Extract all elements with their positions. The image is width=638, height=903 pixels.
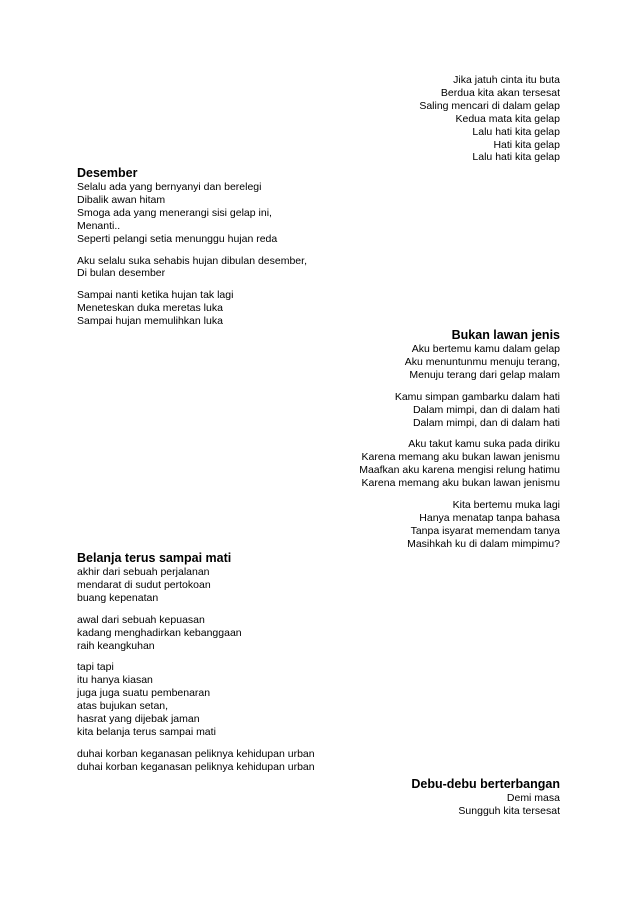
poem-line: awal dari sebuah kepuasan xyxy=(77,613,205,626)
poem-desember xyxy=(77,165,307,328)
poem-line: mendarat di sudut pertokoan xyxy=(77,578,211,591)
poem-line: kita belanja terus sampai mati xyxy=(77,725,216,738)
poem-debu xyxy=(411,776,560,818)
poem-line: Sampai hujan memulihkan luka xyxy=(77,315,223,328)
poem-title: Belanja terus sampai mati xyxy=(77,551,232,565)
poem-line: Aku bertemu kamu dalam gelap xyxy=(411,343,560,355)
poem-line: Dalam mimpi, dan di dalam hati xyxy=(412,403,560,416)
stanza-gap xyxy=(77,605,315,614)
poem-line: Karena memang aku bukan lawan jenismu xyxy=(361,451,560,464)
poem-line: tapi tapi xyxy=(77,661,114,674)
stanza-gap xyxy=(77,246,307,255)
poem-line: Saling mencari di dalam gelap xyxy=(419,99,560,112)
poem-title: Debu-debu berterbangan xyxy=(411,777,560,791)
poem-title: Bukan lawan jenis xyxy=(451,328,560,342)
stanza-gap xyxy=(77,739,315,748)
poem-intro xyxy=(419,74,560,164)
poem-line: Maafkan aku karena mengisi relung hatimu xyxy=(359,464,560,477)
poem-line: Selalu ada yang bernyanyi dan berelegi xyxy=(77,181,262,193)
poem-line: Kamu simpan gambarku dalam hati xyxy=(394,390,560,403)
stanza-gap xyxy=(359,382,560,391)
poem-line: Smoga ada yang menerangi sisi gelap ini, xyxy=(77,206,272,219)
poem-belanja xyxy=(77,550,315,774)
poem-line: Aku selalu suka sehabis hujan dibulan desember, xyxy=(77,254,307,267)
poem-line: buang kepenatan xyxy=(77,591,159,604)
poem-line: akhir dari sebuah perjalanan xyxy=(77,566,210,578)
poem-line: Menuju terang dari gelap malam xyxy=(409,368,560,381)
poem-line: Meneteskan duka meretas luka xyxy=(77,302,223,315)
poem-line: Sampai nanti ketika hujan tak lagi xyxy=(77,289,234,302)
stanza-gap xyxy=(359,490,560,499)
poem-line: Masihkah ku di dalam mimpimu? xyxy=(407,537,560,550)
poem-line: itu hanya kiasan xyxy=(77,674,153,687)
poem-line: Jika jatuh cinta itu buta xyxy=(453,74,560,86)
poem-line: hasrat yang dijebak jaman xyxy=(77,713,200,726)
stanza-gap xyxy=(77,280,307,289)
poem-line: duhai korban keganasan peliknya kehidupan urban xyxy=(77,760,315,773)
poem-line: raih keangkuhan xyxy=(77,639,155,652)
poem-line: duhai korban keganasan peliknya kehidupan urban xyxy=(77,747,315,760)
poem-line: Berdua kita akan tersesat xyxy=(440,86,560,99)
poem-line: Demi masa xyxy=(506,792,560,804)
poem-line: Lalu hati kita gelap xyxy=(472,125,560,138)
poem-line: Hati kita gelap xyxy=(493,138,560,151)
poem-line: Dibalik awan hitam xyxy=(77,193,166,206)
poem-line: kadang menghadirkan kebanggaan xyxy=(77,626,242,639)
poem-line: Sungguh kita tersesat xyxy=(458,804,560,817)
poem-line: Seperti pelangi setia menunggu hujan reda xyxy=(77,232,278,245)
poem-line: juga juga suatu pembenaran xyxy=(77,687,211,700)
poem-line: Tanpa isyarat memendam tanya xyxy=(410,524,560,537)
poem-line: Aku menuntunmu menuju terang, xyxy=(404,355,560,368)
poem-line: Aku takut kamu suka pada diriku xyxy=(408,438,560,451)
poem-line: Hanya menatap tanpa bahasa xyxy=(419,511,560,524)
poem-line: atas bujukan setan, xyxy=(77,700,169,713)
poem-line: Menanti.. xyxy=(77,219,121,232)
poem-title: Desember xyxy=(77,166,138,180)
poem-bukan-lawan-jenis xyxy=(359,327,560,551)
poem-line: Dalam mimpi, dan di dalam hati xyxy=(412,416,560,429)
stanza-gap xyxy=(77,652,315,661)
poem-line: Di bulan desember xyxy=(77,267,166,280)
poem-line: Lalu hati kita gelap xyxy=(472,151,560,164)
poem-line: Karena memang aku bukan lawan jenismu xyxy=(361,477,560,490)
poem-line: Kedua mata kita gelap xyxy=(455,112,560,125)
poem-line: Kita bertemu muka lagi xyxy=(452,499,560,512)
stanza-gap xyxy=(359,429,560,438)
